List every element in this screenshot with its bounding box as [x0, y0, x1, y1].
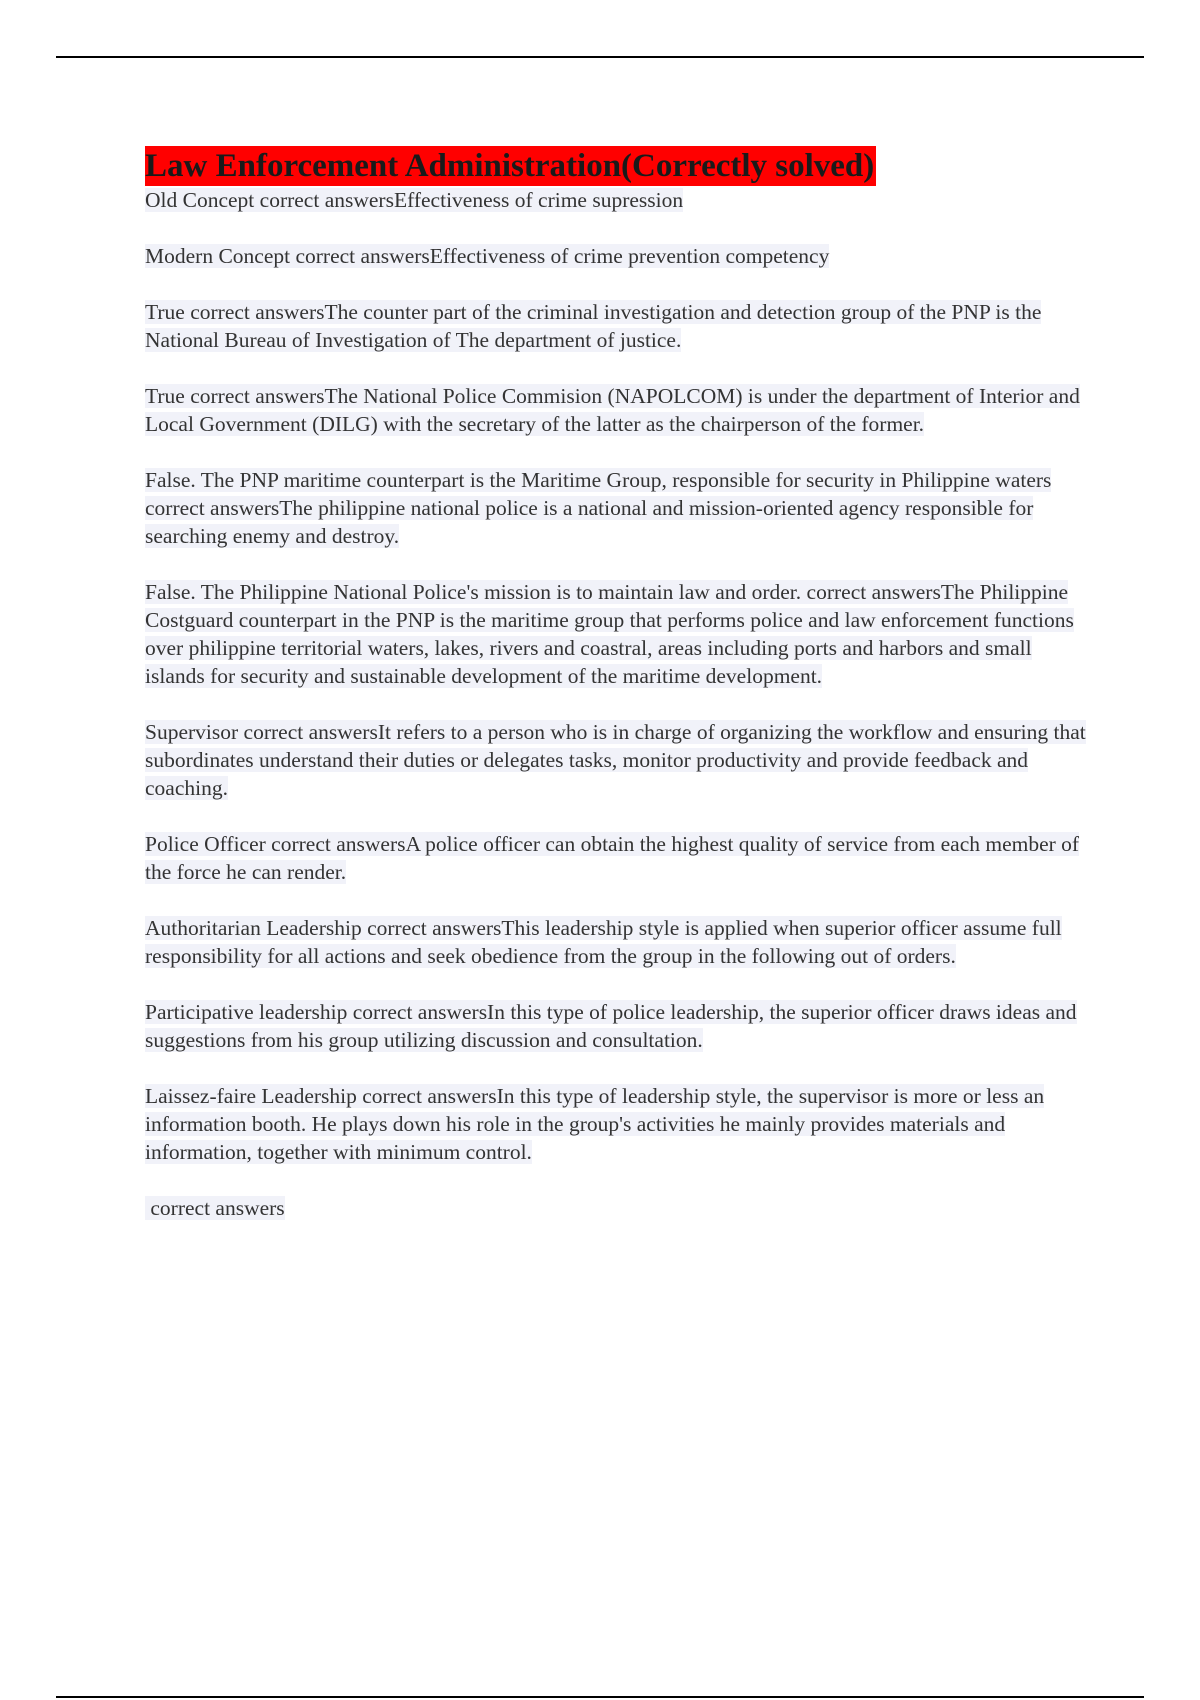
qa-entry [145, 914, 1095, 970]
qa-entry [145, 578, 1095, 690]
qa-entry-text: True correct answersThe counter part of the criminal investigation and detection group of the PNP is the National Bureau of Investigation of The department of justice. [145, 300, 1042, 352]
footer-rule [56, 1696, 1144, 1698]
qa-entry [145, 466, 1095, 550]
qa-entry [145, 382, 1095, 438]
qa-entry-text: Laissez-faire Leadership correct answersIn this type of leadership style, the supervisor is more or less an information booth. He plays down his role in the group's activities he mainly provides materials and information, together with minimum control. [145, 1084, 1045, 1164]
qa-entry-text: Old Concept correct answersEffectiveness of crime supression [145, 188, 684, 212]
qa-entry-text: True correct answersThe National Police Commision (NAPOLCOM) is under the department of Interior and Local Government (DILG) with the secretary of the latter as the chairperson of the former. [145, 384, 1080, 436]
qa-entry [145, 298, 1095, 354]
qa-entry-text: correct answers [145, 1196, 285, 1220]
qa-entry-text: False. The Philippine National Police's mission is to maintain law and order. correct answersThe Philippine Costguard counterpart in the PNP is the maritime group that performs police and law enforcement functions over philippine territorial waters, lakes, rivers and coastral, areas including ports and harbors and small islands for security and sustainable development of the maritime development. [145, 580, 1074, 688]
document-title: Law Enforcement Administration(Correctly solved) [145, 148, 875, 184]
qa-entry [145, 830, 1095, 886]
qa-entry-text: Authoritarian Leadership correct answersThis leadership style is applied when superior officer assume full responsibility for all actions and seek obedience from the group in the following out of orders. [145, 916, 1062, 968]
document-title-wrapper [145, 146, 1095, 186]
qa-entry-text: False. The PNP maritime counterpart is the Maritime Group, responsible for security in Philippine waters correct answersThe philippine national police is a national and mission-oriented agency responsible for searching enemy and destroy. [145, 468, 1052, 548]
qa-entry [145, 1194, 1095, 1222]
qa-entry-text: Modern Concept correct answersEffectiveness of crime prevention competency [145, 244, 830, 268]
qa-entry-text: Supervisor correct answersIt refers to a person who is in charge of organizing the workflow and ensuring that subordinates understand their duties or delegates tasks, monitor productivity and provide feedback and coaching. [145, 720, 1086, 800]
document-body [145, 146, 1095, 1250]
qa-entry [145, 1082, 1095, 1166]
qa-entry [145, 718, 1095, 802]
qa-entry [145, 998, 1095, 1054]
qa-entry [145, 186, 1095, 214]
header-rule [56, 56, 1144, 58]
qa-entry [145, 242, 1095, 270]
qa-entry-text: Police Officer correct answersA police officer can obtain the highest quality of service from each member of the force he can render. [145, 832, 1080, 884]
qa-entry-text: Participative leadership correct answersIn this type of police leadership, the superior officer draws ideas and suggestions from his group utilizing discussion and consultation. [145, 1000, 1077, 1052]
